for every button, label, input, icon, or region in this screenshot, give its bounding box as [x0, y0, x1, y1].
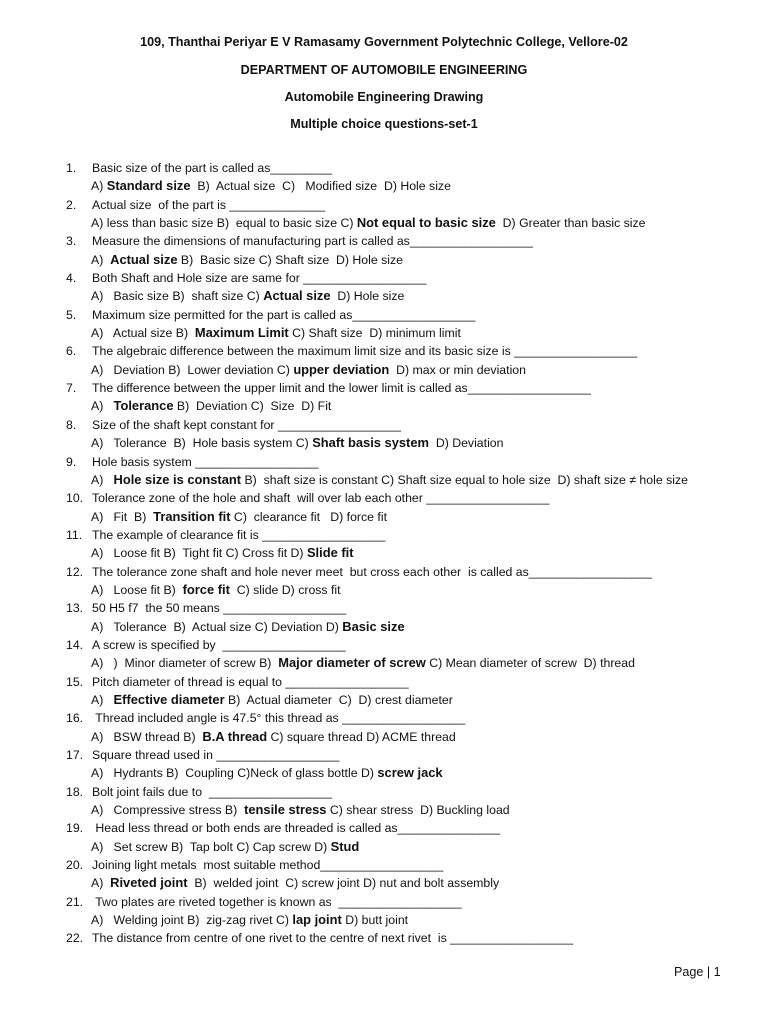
option-text: D) Greater than basic size: [495, 216, 646, 231]
correct-answer: Slide fit: [306, 545, 354, 561]
question-number: 18.: [66, 784, 84, 799]
option-text: D) butt joint: [341, 913, 409, 928]
question-line: [66, 379, 746, 397]
option-text: B) Actual size C) Modified size D) Hole size: [190, 179, 451, 194]
college-name: 109, Thanthai Periyar E V Ramasamy Government Polytechnic College, Vellore-02: [140, 35, 628, 49]
question-item: [66, 746, 746, 783]
question-number: 5.: [66, 307, 77, 322]
answer-options: [66, 618, 746, 636]
option-text: B) Basic size C) Shaft size D) Hole size: [177, 252, 403, 267]
question-number: 11.: [66, 527, 83, 542]
question-list: [66, 159, 746, 948]
option-text: A): [91, 876, 111, 891]
option-text: A): [91, 399, 114, 414]
option-text: A) Set screw B) Tap bolt C) Cap screw D): [91, 839, 331, 854]
option-text: A) Basic size B) shaft size C): [91, 289, 264, 304]
question-number: 8.: [66, 417, 77, 432]
question-number: 17.: [66, 748, 84, 762]
question-number: 21.: [66, 894, 84, 909]
question-line: [66, 599, 746, 617]
question-item: [66, 636, 746, 673]
question-text: Basic size of the part is called as_________: [92, 161, 332, 175]
question-number: 15.: [66, 674, 84, 689]
option-text: D) max or min deviation: [389, 362, 526, 377]
question-text: Size of the shaft kept constant for __________________: [92, 417, 402, 432]
correct-answer: Shaft basis system: [312, 435, 429, 451]
option-text: A): [91, 179, 107, 194]
question-text: Pitch diameter of thread is equal to __________________: [92, 674, 409, 689]
question-line: [66, 269, 746, 287]
question-item: [66, 196, 746, 233]
question-line: [66, 453, 746, 471]
answer-options: [66, 177, 746, 195]
question-item: [66, 929, 746, 947]
correct-answer: Tolerance: [113, 398, 174, 414]
question-text: Both Shaft and Hole size are same for __________________: [92, 271, 427, 286]
question-item: [66, 526, 746, 563]
option-text: A): [91, 472, 114, 487]
correct-answer: upper deviation: [293, 361, 390, 377]
question-line: [66, 342, 746, 360]
question-line: [66, 673, 746, 691]
correct-answer: Riveted joint: [110, 875, 188, 891]
option-text: A) Deviation B) Lower deviation C): [91, 362, 294, 377]
answer-options: [66, 544, 746, 562]
question-text: Measure the dimensions of manufacturing part is called as__________________: [92, 234, 533, 249]
option-text: B) shaft size is constant C) Shaft size equal to hole size D) shaft size ≠ hole size: [241, 472, 688, 487]
question-text: Head less thread or both ends are threaded is called as_______________: [92, 821, 501, 836]
correct-answer: Transition fit: [153, 508, 231, 524]
question-text: Hole basis system __________________: [92, 454, 319, 469]
question-number: 14.: [66, 637, 84, 652]
answer-options: [66, 397, 746, 415]
option-text: A): [91, 252, 111, 267]
question-item: [66, 379, 746, 416]
option-text: C) clearance fit D) force fit: [230, 509, 388, 524]
question-line: [66, 819, 746, 837]
question-text: Thread included angle is 47.5° this thread as __________________: [92, 711, 466, 726]
question-text: The tolerance zone shaft and hole never meet but cross each other is called as__________________: [92, 564, 652, 579]
answer-options: [66, 287, 746, 305]
correct-answer: Maximum Limit: [194, 325, 289, 341]
question-item: [66, 453, 746, 490]
answer-options: [66, 324, 746, 342]
answer-options: [66, 361, 746, 379]
option-text: A) Tolerance B) Hole basis system C): [91, 436, 313, 451]
answer-options: [66, 434, 746, 452]
answer-options: [66, 874, 746, 892]
answer-options: [66, 728, 746, 746]
question-text: Square thread used in __________________: [92, 748, 340, 762]
correct-answer: Actual size: [263, 288, 331, 304]
question-line: [66, 526, 746, 544]
option-text: D) Hole size: [330, 289, 405, 304]
question-line: [66, 232, 746, 250]
question-number: 7.: [66, 381, 77, 396]
question-text: The distance from centre of one rivet to the centre of next rivet is __________________: [92, 931, 574, 946]
answer-options: [66, 764, 746, 782]
answer-options: [66, 654, 746, 672]
question-number: 2.: [66, 197, 77, 212]
correct-answer: Standard size: [106, 178, 191, 194]
answer-options: [66, 911, 746, 929]
question-number: 9.: [66, 454, 77, 469]
question-line: [66, 746, 746, 764]
option-text: A) Welding joint B) zig-zag rivet C): [91, 913, 293, 928]
option-text: A) Actual size B): [91, 326, 195, 341]
question-line: [66, 856, 746, 874]
correct-answer: lap joint: [292, 912, 342, 928]
question-number: 20.: [66, 858, 84, 873]
question-text: Actual size of the part is ______________: [92, 197, 326, 212]
answer-options: [66, 838, 746, 856]
answer-options: [66, 251, 746, 269]
question-text: The example of clearance fit is __________________: [92, 527, 386, 542]
option-text: C) shear stress D) Buckling load: [326, 803, 510, 818]
question-item: [66, 856, 746, 893]
question-text: Joining light metals most suitable method__________________: [92, 858, 444, 873]
option-text: A) Tolerance B) Actual size C) Deviation D): [91, 619, 343, 634]
question-item: [66, 306, 746, 343]
question-line: [66, 489, 746, 507]
question-item: [66, 342, 746, 379]
answer-options: [66, 691, 746, 709]
option-text: B) welded joint C) screw joint D) nut and bolt assembly: [187, 876, 500, 891]
question-number: 3.: [66, 234, 77, 249]
option-text: C) slide D) cross fit: [229, 582, 341, 597]
correct-answer: Stud: [330, 838, 360, 854]
question-text: Two plates are riveted together is known as __________________: [92, 894, 462, 909]
option-text: A) less than basic size B) equal to basic size C): [91, 216, 357, 231]
question-line: [66, 306, 746, 324]
question-line: [66, 709, 746, 727]
question-number: 1.: [66, 161, 77, 175]
correct-answer: Actual size: [110, 251, 178, 267]
question-item: [66, 709, 746, 746]
question-set-title: Multiple choice questions-set-1: [290, 117, 478, 131]
correct-answer: Not equal to basic size: [356, 215, 496, 231]
subject-title: Automobile Engineering Drawing: [284, 90, 484, 104]
question-item: [66, 232, 746, 269]
option-text: A) BSW thread B): [91, 729, 203, 744]
question-text: 50 H5 f7 the 50 means __________________: [92, 601, 347, 616]
question-number: 16.: [66, 711, 84, 726]
question-line: [66, 929, 746, 947]
question-item: [66, 563, 746, 600]
option-text: A) Fit B): [91, 509, 154, 524]
question-number: 22.: [66, 931, 84, 946]
option-text: B) Actual diameter C) D) crest diameter: [224, 692, 453, 707]
question-item: [66, 269, 746, 306]
option-text: D) Deviation: [428, 436, 504, 451]
question-item: [66, 893, 746, 930]
question-text: A screw is specified by __________________: [92, 637, 346, 652]
correct-answer: screw jack: [377, 765, 443, 781]
correct-answer: Effective diameter: [113, 691, 225, 707]
question-item: [66, 819, 746, 856]
question-line: [66, 196, 746, 214]
option-text: C) square thread D) ACME thread: [267, 729, 456, 744]
question-number: 19.: [66, 821, 84, 836]
correct-answer: tensile stress: [244, 802, 327, 818]
question-text: The difference between the upper limit and the lower limit is called as__________________: [92, 381, 591, 396]
question-number: 10.: [66, 491, 84, 506]
question-line: [66, 893, 746, 911]
option-text: C) Shaft size D) minimum limit: [288, 326, 461, 341]
answer-options: [66, 214, 746, 232]
question-line: [66, 416, 746, 434]
option-text: A) Hydrants B) Coupling C)Neck of glass bottle D): [91, 766, 378, 781]
department-title: DEPARTMENT OF AUTOMOBILE ENGINEERING: [240, 63, 528, 77]
page-number: Page | 1: [674, 965, 721, 979]
option-text: A) Loose fit B): [91, 582, 183, 597]
correct-answer: Basic size: [342, 618, 405, 634]
question-number: 12.: [66, 564, 84, 579]
answer-options: [66, 508, 746, 526]
question-line: [66, 636, 746, 654]
answer-options: [66, 801, 746, 819]
correct-answer: Hole size is constant: [113, 471, 242, 487]
question-line: [66, 563, 746, 581]
question-line: [66, 783, 746, 801]
option-text: A): [91, 692, 114, 707]
correct-answer: force fit: [182, 581, 230, 597]
question-item: [66, 783, 746, 820]
question-item: [66, 673, 746, 710]
question-number: 13.: [66, 601, 84, 616]
question-item: [66, 489, 746, 526]
option-text: A) Compressive stress B): [91, 803, 245, 818]
question-item: [66, 416, 746, 453]
answer-options: [66, 471, 746, 489]
question-number: 6.: [66, 344, 77, 359]
option-text: C) Mean diameter of screw D) thread: [425, 656, 635, 671]
question-text: Bolt joint fails due to __________________: [92, 784, 332, 799]
option-text: A) Loose fit B) Tight fit C) Cross fit D): [91, 546, 307, 561]
correct-answer: B.A thread: [202, 728, 268, 744]
question-text: The algebraic difference between the maximum limit size and its basic size is __________________: [92, 344, 638, 359]
question-number: 4.: [66, 271, 77, 286]
correct-answer: Major diameter of screw: [278, 655, 426, 671]
question-item: [66, 599, 746, 636]
question-text: Maximum size permitted for the part is called as__________________: [92, 307, 476, 322]
question-text: Tolerance zone of the hole and shaft will over lab each other __________________: [92, 491, 550, 506]
answer-options: [66, 581, 746, 599]
question-item: [66, 159, 746, 196]
question-line: [66, 159, 746, 177]
option-text: B) Deviation C) Size D) Fit: [173, 399, 332, 414]
option-text: A) ) Minor diameter of screw B): [91, 656, 279, 671]
